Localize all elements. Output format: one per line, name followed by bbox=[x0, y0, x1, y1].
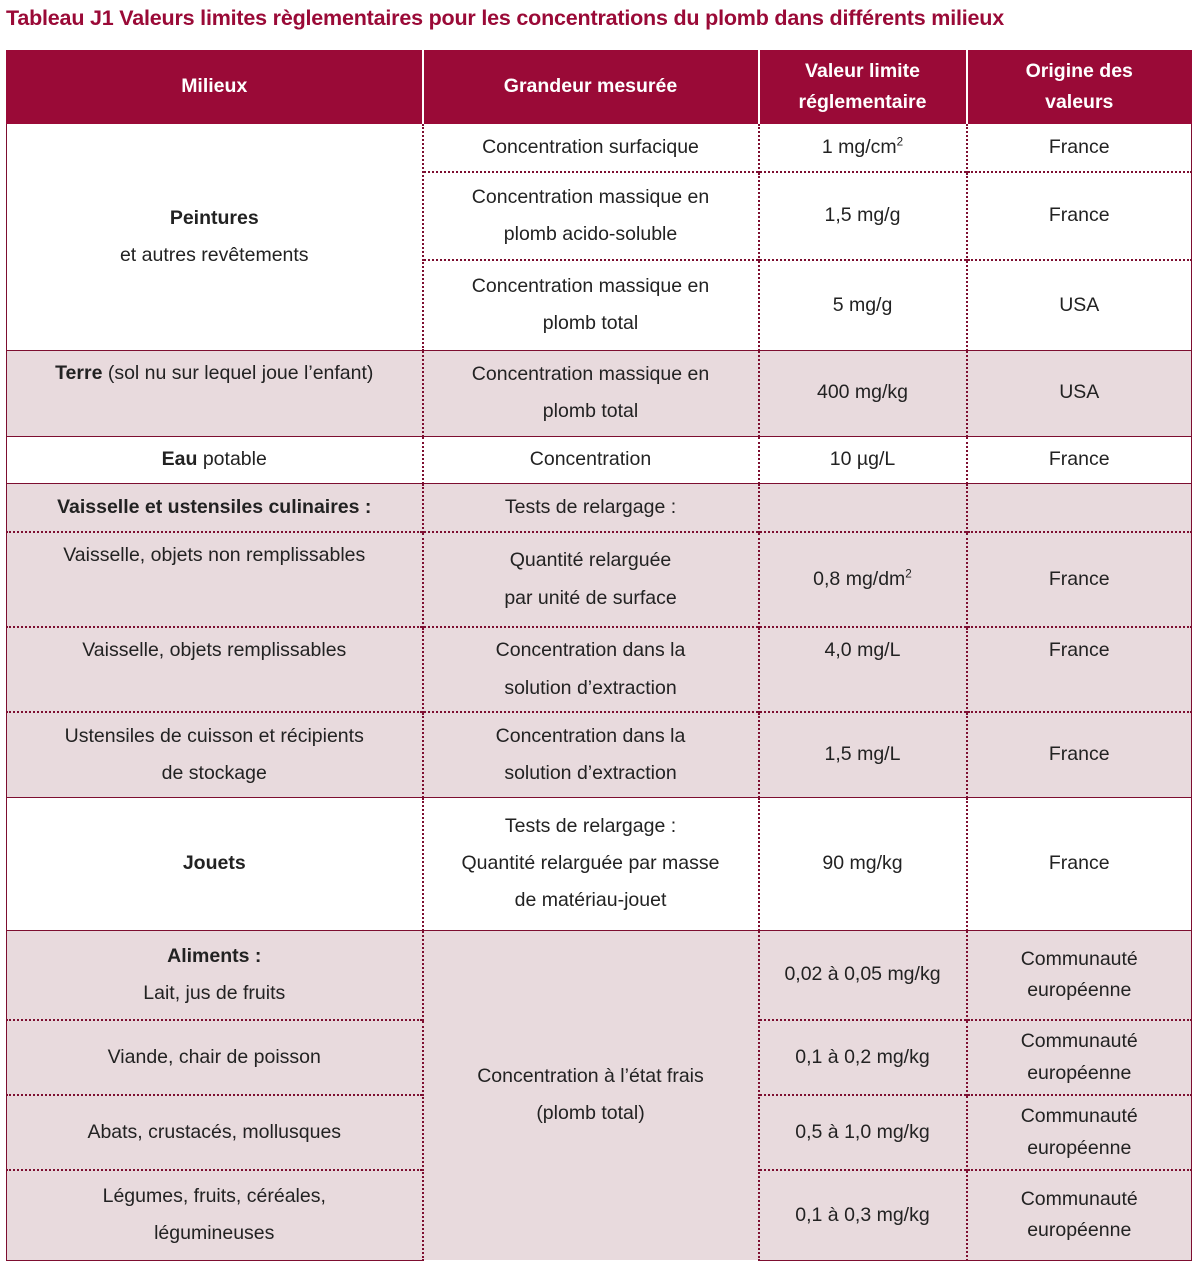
grandeur-cell: Concentration dans la solution d’extraction bbox=[423, 712, 759, 797]
valeur-cell: 4,0 mg/L bbox=[759, 627, 967, 712]
milieu-cell: Légumes, fruits, céréales, légumineuses bbox=[7, 1170, 423, 1260]
valeur-cell: 1 $mg/cm^2$ bbox=[759, 124, 967, 172]
origine-cell: France bbox=[967, 797, 1192, 930]
grandeur-cell: Tests de relargage : Quantité relarguée par masse de matériau-jouet bbox=[423, 797, 759, 930]
grandeur-cell: Concentration massique en plomb total bbox=[423, 260, 759, 350]
milieu-cell: Vaisselle, objets remplissables bbox=[7, 627, 423, 712]
origine-cell: France bbox=[967, 712, 1192, 797]
grandeur-cell: Concentration bbox=[423, 436, 759, 483]
table-row bbox=[7, 930, 1192, 1020]
header-row bbox=[7, 50, 1192, 124]
grandeur-aliments: Concentration à l’état frais (plomb total) bbox=[423, 930, 759, 1260]
table-row bbox=[7, 350, 1192, 436]
header-origine: Origine des valeurs bbox=[967, 50, 1192, 124]
milieu-cell: Abats, crustacés, mollusques bbox=[7, 1095, 423, 1170]
valeur-cell: 0,5 à 1,0 mg/kg bbox=[759, 1095, 967, 1170]
grandeur-cell: Concentration dans la solution d’extraction bbox=[423, 627, 759, 712]
grandeur-cell: Quantité relarguée par unité de surface bbox=[423, 532, 759, 627]
valeur-cell: 90 mg/kg bbox=[759, 797, 967, 930]
milieu-terre: Terre (sol nu sur lequel joue l’enfant) bbox=[7, 350, 423, 436]
valeur-cell: 10 µg/L bbox=[759, 436, 967, 483]
grandeur-cell: Concentration massique en plomb total bbox=[423, 350, 759, 436]
valeur-cell: 1,5 mg/L bbox=[759, 712, 967, 797]
table-row bbox=[7, 797, 1192, 930]
valeur-cell: 0,02 à 0,05 mg/kg bbox=[759, 930, 967, 1020]
valeur-cell: 0,8 $mg/dm^2$ bbox=[759, 532, 967, 627]
milieu-cell: Ustensiles de cuisson et récipients de stockage bbox=[7, 712, 423, 797]
valeur-cell: 1,5 mg/g bbox=[759, 172, 967, 260]
milieu-vaisselle: Vaisselle et ustensiles culinaires : bbox=[7, 483, 423, 532]
table-row bbox=[7, 532, 1192, 627]
milieu-aliments: Aliments : Lait, jus de fruits bbox=[7, 930, 423, 1020]
origine-cell: France bbox=[967, 532, 1192, 627]
valeur-cell bbox=[759, 483, 967, 532]
origine-cell: Communauté européenne bbox=[967, 1170, 1192, 1260]
origine-cell: Communauté européenne bbox=[967, 930, 1192, 1020]
origine-cell: France bbox=[967, 436, 1192, 483]
grandeur-cell: Concentration surfacique bbox=[423, 124, 759, 172]
valeur-cell: 5 mg/g bbox=[759, 260, 967, 350]
valeur-cell: 0,1 à 0,2 mg/kg bbox=[759, 1020, 967, 1095]
header-valeur: Valeur limite réglementaire bbox=[759, 50, 967, 124]
grandeur-cell: Tests de relargage : bbox=[423, 483, 759, 532]
grandeur-cell: Concentration massique en plomb acido-soluble bbox=[423, 172, 759, 260]
milieu-cell: Viande, chair de poisson bbox=[7, 1020, 423, 1095]
table-row bbox=[7, 712, 1192, 797]
origine-cell: France bbox=[967, 124, 1192, 172]
milieu-eau: Eau potable bbox=[7, 436, 423, 483]
header-grandeur: Grandeur mesurée bbox=[423, 50, 759, 124]
origine-cell: France bbox=[967, 172, 1192, 260]
table-row bbox=[7, 627, 1192, 712]
valeur-cell: 0,1 à 0,3 mg/kg bbox=[759, 1170, 967, 1260]
table-row bbox=[7, 436, 1192, 483]
table-caption: Tableau J1 Valeurs limites règlementaires pour les concentrations du plomb dans différents milieux bbox=[6, 6, 1004, 30]
origine-cell bbox=[967, 483, 1192, 532]
origine-cell: USA bbox=[967, 260, 1192, 350]
table-row bbox=[7, 483, 1192, 532]
origine-cell: Communauté européenne bbox=[967, 1095, 1192, 1170]
origine-cell: France bbox=[967, 627, 1192, 712]
milieu-peintures: Peintures et autres revêtements bbox=[7, 124, 423, 350]
table-row bbox=[7, 124, 1192, 172]
origine-cell: USA bbox=[967, 350, 1192, 436]
milieu-jouets: Jouets bbox=[7, 797, 423, 930]
valeur-cell: 400 mg/kg bbox=[759, 350, 967, 436]
origine-cell: Communauté européenne bbox=[967, 1020, 1192, 1095]
header-milieux: Milieux bbox=[7, 50, 423, 124]
lead-limits-table bbox=[6, 50, 1192, 1261]
milieu-cell: Vaisselle, objets non remplissables bbox=[7, 532, 423, 627]
